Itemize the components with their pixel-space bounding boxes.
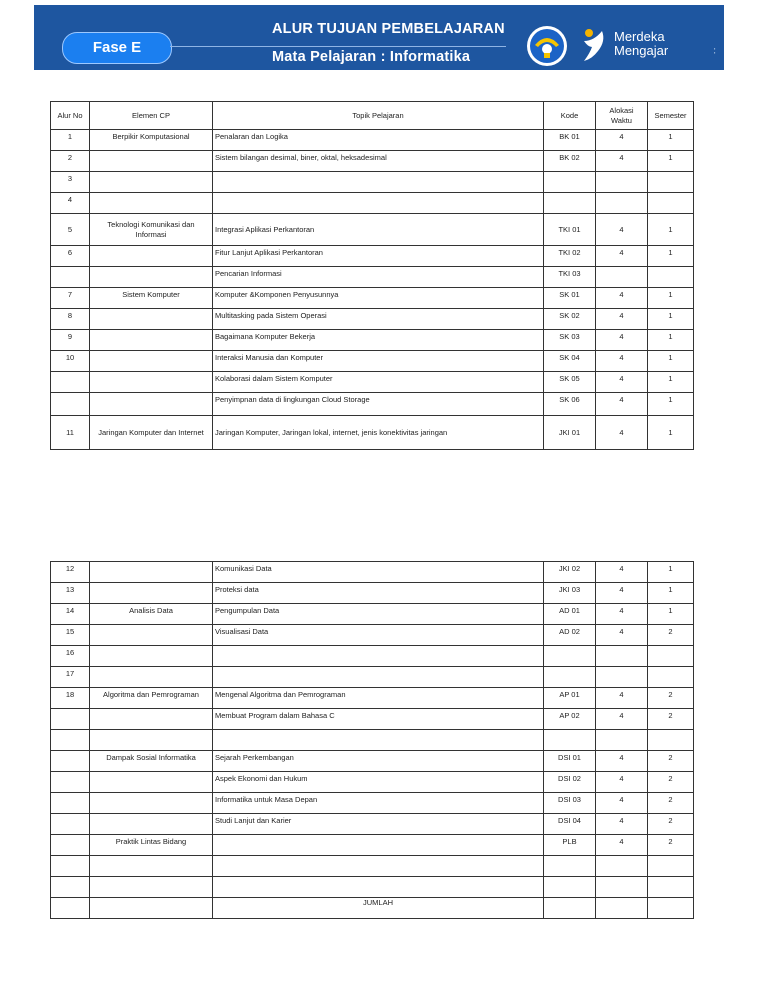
table-row — [51, 604, 694, 625]
kode-cell — [544, 856, 596, 877]
kode-cell: JKI 03 — [544, 583, 596, 604]
topik-cell — [213, 856, 544, 877]
kode-cell — [544, 193, 596, 214]
elemen-cp-cell — [90, 172, 213, 193]
alokasi-cell — [596, 193, 648, 214]
alur-no-cell — [51, 856, 90, 877]
alur-no-cell — [51, 814, 90, 835]
table-row — [51, 172, 694, 193]
table-row — [51, 835, 694, 856]
alur-no-cell: 10 — [51, 351, 90, 372]
table-row — [51, 730, 694, 751]
semester-cell — [648, 667, 694, 688]
topik-cell: Pencarian Informasi — [213, 267, 544, 288]
kode-cell: DSI 02 — [544, 772, 596, 793]
alokasi-cell: 4 — [596, 562, 648, 583]
objectives-table-2 — [50, 561, 694, 919]
alur-no-cell: 13 — [51, 583, 90, 604]
topik-cell: Kolaborasi dalam Sistem Komputer — [213, 372, 544, 393]
table-row — [51, 793, 694, 814]
alokasi-cell: 4 — [596, 330, 648, 351]
semester-cell: 1 — [648, 246, 694, 267]
semester-cell: 2 — [648, 688, 694, 709]
kode-cell: JKI 02 — [544, 562, 596, 583]
topik-cell: Aspek Ekonomi dan Hukum — [213, 772, 544, 793]
alokasi-cell — [596, 667, 648, 688]
table-row — [51, 814, 694, 835]
elemen-cp-cell — [90, 625, 213, 646]
total-row — [51, 898, 694, 919]
semester-cell: 1 — [648, 351, 694, 372]
alur-no-cell: 3 — [51, 172, 90, 193]
table-row — [51, 130, 694, 151]
elemen-cp-cell — [90, 730, 213, 751]
elemen-cp-cell — [90, 351, 213, 372]
alokasi-cell: 4 — [596, 214, 648, 246]
table-row — [51, 583, 694, 604]
elemen-cp-cell — [90, 709, 213, 730]
topik-cell — [213, 646, 544, 667]
elemen-cp-cell — [90, 667, 213, 688]
elemen-cp-cell — [90, 877, 213, 898]
col-header-semester: Semester — [648, 102, 694, 130]
kode-cell — [544, 172, 596, 193]
topik-cell — [213, 667, 544, 688]
semester-cell — [648, 193, 694, 214]
elemen-cp-cell — [90, 267, 213, 288]
alokasi-cell: 4 — [596, 351, 648, 372]
alokasi-cell: 4 — [596, 246, 648, 267]
semester-cell: 1 — [648, 583, 694, 604]
elemen-cp-cell: Praktik Lintas Bidang — [90, 835, 213, 856]
elemen-cp-cell — [90, 309, 213, 330]
semester-cell: 1 — [648, 130, 694, 151]
table-row — [51, 330, 694, 351]
elemen-cp-cell — [90, 562, 213, 583]
alokasi-cell: 4 — [596, 709, 648, 730]
topik-cell — [213, 172, 544, 193]
topik-cell: Komputer &Komponen Penyusunnya — [213, 288, 544, 309]
elemen-cp-cell — [90, 151, 213, 172]
table-row — [51, 751, 694, 772]
alokasi-cell: 4 — [596, 751, 648, 772]
kode-cell: AP 02 — [544, 709, 596, 730]
alur-no-cell — [51, 751, 90, 772]
semester-cell: 2 — [648, 814, 694, 835]
table-row — [51, 288, 694, 309]
topik-cell — [213, 730, 544, 751]
kode-cell: SK 01 — [544, 288, 596, 309]
kode-cell: JKI 01 — [544, 416, 596, 450]
table-row — [51, 151, 694, 172]
alokasi-cell: 4 — [596, 393, 648, 416]
corner-marks: ▪ ▪ — [714, 46, 716, 55]
page-title: ALUR TUJUAN PEMBELAJARAN — [272, 21, 505, 37]
topik-cell: Interaksi Manusia dan Komputer — [213, 351, 544, 372]
brand-line-1: Merdeka — [614, 29, 665, 44]
elemen-cp-cell: Sistem Komputer — [90, 288, 213, 309]
table-row — [51, 562, 694, 583]
table-row — [51, 193, 694, 214]
alokasi-cell: 4 — [596, 372, 648, 393]
semester-cell — [648, 172, 694, 193]
topik-cell — [213, 877, 544, 898]
table-row — [51, 877, 694, 898]
table-row — [51, 416, 694, 450]
page-subtitle: Mata Pelajaran : Informatika — [272, 49, 471, 65]
semester-cell: 1 — [648, 309, 694, 330]
table-row — [51, 667, 694, 688]
semester-cell: 1 — [648, 416, 694, 450]
col-header-topik: Topik Pelajaran — [213, 102, 544, 130]
topik-cell: Penyimpnan data di lingkungan Cloud Storage — [213, 393, 544, 416]
topik-cell: Fitur Lanjut Aplikasi Perkantoran — [213, 246, 544, 267]
semester-cell — [648, 267, 694, 288]
topik-cell: Sejarah Perkembangan — [213, 751, 544, 772]
elemen-cp-cell: Teknologi Komunikasi dan Informasi — [90, 214, 213, 246]
col-header-no: Alur No — [51, 102, 90, 130]
table-row — [51, 646, 694, 667]
elemen-cp-cell — [90, 772, 213, 793]
topik-cell: Studi Lanjut dan Karier — [213, 814, 544, 835]
topik-cell — [213, 193, 544, 214]
topik-cell: Penalaran dan Logika — [213, 130, 544, 151]
alokasi-cell — [596, 877, 648, 898]
alokasi-cell — [596, 267, 648, 288]
alokasi-cell: 4 — [596, 793, 648, 814]
alur-no-cell — [51, 772, 90, 793]
topik-cell: Membuat Program dalam Bahasa C — [213, 709, 544, 730]
elemen-cp-cell — [90, 583, 213, 604]
alokasi-cell: 4 — [596, 604, 648, 625]
alokasi-cell: 4 — [596, 130, 648, 151]
topik-cell: Komunikasi Data — [213, 562, 544, 583]
alokasi-cell: 4 — [596, 309, 648, 330]
elemen-cp-cell — [90, 246, 213, 267]
table-row — [51, 688, 694, 709]
alokasi-cell: 4 — [596, 814, 648, 835]
merdeka-mengajar-logo-icon — [580, 27, 610, 63]
elemen-cp-cell: Berpikir Komputasional — [90, 130, 213, 151]
kode-cell — [544, 667, 596, 688]
table-row — [51, 393, 694, 416]
semester-cell: 1 — [648, 151, 694, 172]
kode-cell: BK 02 — [544, 151, 596, 172]
table-row — [51, 351, 694, 372]
alokasi-cell: 4 — [596, 583, 648, 604]
table-row — [51, 214, 694, 246]
alur-no-cell: 8 — [51, 309, 90, 330]
alur-no-cell: 16 — [51, 646, 90, 667]
topik-cell: Bagaimana Komputer Bekerja — [213, 330, 544, 351]
topik-cell: Integrasi Aplikasi Perkantoran — [213, 214, 544, 246]
table-row — [51, 372, 694, 393]
kode-cell: SK 04 — [544, 351, 596, 372]
table-row — [51, 246, 694, 267]
alur-no-cell — [51, 393, 90, 416]
alokasi-cell: 4 — [596, 416, 648, 450]
alokasi-cell: 4 — [596, 688, 648, 709]
topik-cell: Multitasking pada Sistem Operasi — [213, 309, 544, 330]
semester-cell: 1 — [648, 604, 694, 625]
alokasi-cell — [596, 646, 648, 667]
kode-cell: BK 01 — [544, 130, 596, 151]
topik-cell: Pengumpulan Data — [213, 604, 544, 625]
elemen-cp-cell — [90, 814, 213, 835]
total-label: JUMLAH — [213, 898, 544, 919]
alur-no-cell — [51, 730, 90, 751]
semester-cell — [648, 646, 694, 667]
kode-cell: PLB — [544, 835, 596, 856]
table-row — [51, 267, 694, 288]
semester-cell — [648, 856, 694, 877]
semester-cell: 2 — [648, 772, 694, 793]
semester-cell: 2 — [648, 793, 694, 814]
table-row — [51, 772, 694, 793]
semester-cell — [648, 877, 694, 898]
objectives-table-1 — [50, 101, 694, 450]
semester-cell: 1 — [648, 214, 694, 246]
alur-no-cell — [51, 709, 90, 730]
tut-wuri-logo-icon — [526, 25, 568, 67]
kode-cell — [544, 877, 596, 898]
table-row — [51, 709, 694, 730]
col-header-alokasi: Alokasi Waktu — [596, 102, 648, 130]
col-header-kode: Kode — [544, 102, 596, 130]
elemen-cp-cell — [90, 793, 213, 814]
alokasi-cell: 4 — [596, 151, 648, 172]
elemen-cp-cell: Analisis Data — [90, 604, 213, 625]
topik-cell: Visualisasi Data — [213, 625, 544, 646]
brand-line-2: Mengajar — [614, 43, 669, 58]
topik-cell: Proteksi data — [213, 583, 544, 604]
kode-cell — [544, 646, 596, 667]
alur-no-cell: 4 — [51, 193, 90, 214]
alokasi-cell: 4 — [596, 772, 648, 793]
table-row — [51, 309, 694, 330]
alur-no-cell: 1 — [51, 130, 90, 151]
table-header-row — [51, 102, 694, 130]
table-row — [51, 625, 694, 646]
semester-cell: 2 — [648, 751, 694, 772]
kode-cell: DSI 04 — [544, 814, 596, 835]
elemen-cp-cell: Jaringan Komputer dan Internet — [90, 416, 213, 450]
header-divider — [170, 46, 506, 47]
col-header-elemen: Elemen CP — [90, 102, 213, 130]
semester-cell: 2 — [648, 625, 694, 646]
topik-cell: Informatika untuk Masa Depan — [213, 793, 544, 814]
elemen-cp-cell: Algoritma dan Pemrograman — [90, 688, 213, 709]
kode-cell — [544, 730, 596, 751]
alur-no-cell — [51, 372, 90, 393]
alur-no-cell: 9 — [51, 330, 90, 351]
alur-no-cell — [51, 835, 90, 856]
header-banner — [34, 5, 724, 70]
topik-cell — [213, 835, 544, 856]
kode-cell: AD 01 — [544, 604, 596, 625]
elemen-cp-cell — [90, 393, 213, 416]
brand-text — [614, 30, 668, 58]
alur-no-cell: 6 — [51, 246, 90, 267]
semester-cell: 2 — [648, 709, 694, 730]
kode-cell: DSI 01 — [544, 751, 596, 772]
elemen-cp-cell — [90, 646, 213, 667]
alur-no-cell: 12 — [51, 562, 90, 583]
alokasi-cell — [596, 730, 648, 751]
elemen-cp-cell — [90, 372, 213, 393]
kode-cell: AP 01 — [544, 688, 596, 709]
alokasi-cell: 4 — [596, 835, 648, 856]
semester-cell — [648, 730, 694, 751]
alur-no-cell — [51, 793, 90, 814]
semester-cell: 1 — [648, 562, 694, 583]
kode-cell: TKI 02 — [544, 246, 596, 267]
alur-no-cell — [51, 877, 90, 898]
elemen-cp-cell — [90, 193, 213, 214]
elemen-cp-cell — [90, 330, 213, 351]
kode-cell: TKI 03 — [544, 267, 596, 288]
kode-cell: SK 06 — [544, 393, 596, 416]
kode-cell: SK 03 — [544, 330, 596, 351]
semester-cell: 1 — [648, 330, 694, 351]
kode-cell: AD 02 — [544, 625, 596, 646]
semester-cell: 1 — [648, 288, 694, 309]
topik-cell: Sistem bilangan desimal, biner, oktal, heksadesimal — [213, 151, 544, 172]
alokasi-cell: 4 — [596, 288, 648, 309]
alokasi-cell — [596, 856, 648, 877]
alur-no-cell — [51, 267, 90, 288]
alur-no-cell: 2 — [51, 151, 90, 172]
alur-no-cell: 14 — [51, 604, 90, 625]
kode-cell: DSI 03 — [544, 793, 596, 814]
alur-no-cell: 18 — [51, 688, 90, 709]
kode-cell: SK 05 — [544, 372, 596, 393]
semester-cell: 1 — [648, 393, 694, 416]
kode-cell: TKI 01 — [544, 214, 596, 246]
alur-no-cell: 11 — [51, 416, 90, 450]
semester-cell: 1 — [648, 372, 694, 393]
elemen-cp-cell: Dampak Sosial Informatika — [90, 751, 213, 772]
alokasi-cell — [596, 172, 648, 193]
topik-cell: Mengenal Algoritma dan Pemrograman — [213, 688, 544, 709]
topik-cell: Jaringan Komputer, Jaringan lokal, internet, jenis konektivitas jaringan — [213, 416, 544, 450]
kode-cell: SK 02 — [544, 309, 596, 330]
elemen-cp-cell — [90, 856, 213, 877]
alokasi-cell: 4 — [596, 625, 648, 646]
semester-cell: 2 — [648, 835, 694, 856]
alur-no-cell: 7 — [51, 288, 90, 309]
table-row — [51, 856, 694, 877]
phase-badge: Fase E — [62, 32, 172, 64]
alur-no-cell: 17 — [51, 667, 90, 688]
alur-no-cell: 15 — [51, 625, 90, 646]
alur-no-cell: 5 — [51, 214, 90, 246]
